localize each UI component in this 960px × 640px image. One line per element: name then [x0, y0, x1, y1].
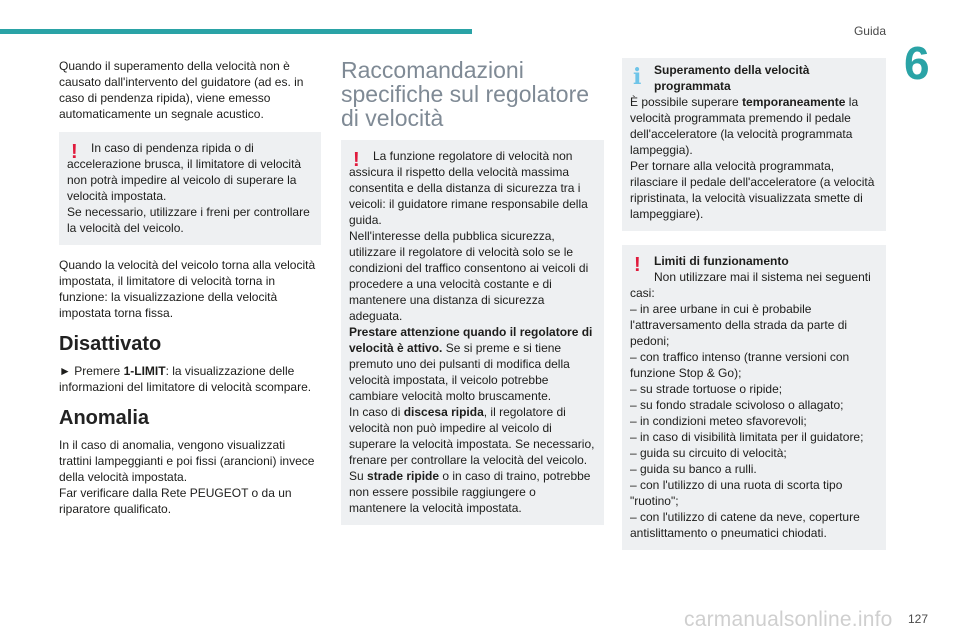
heading-disattivato: Disattivato	[59, 333, 162, 355]
info-title: Superamento della velocità programmata	[654, 63, 810, 93]
header-accent-bar	[0, 29, 472, 34]
column-left	[59, 58, 321, 517]
key-1-limit: 1-LIMIT	[123, 364, 166, 378]
paragraph-overspeed-signal: Quando il superamento della velocità non è causato dall'intervento del guidatore (ad es. in caso di pendenza ripida), viene emesso automaticamente un segnale acustico.	[59, 59, 304, 121]
step-marker: ► Premere	[59, 364, 124, 378]
warning-public-safety: Nell'interesse della pubblica sicurezza, utilizzare il regolatore di velocità solo se le condizioni del traffico consentono ai veicoli di procedere a una velocità costante e di mantenere una distanza di sicurezza adeguata.	[349, 229, 589, 323]
info-box-overspeed	[622, 58, 886, 231]
warning-box-steep-slope	[59, 132, 321, 245]
warning-steep-post: o in caso di traino, potrebbe non essere possibile raggiungere o mantenere la velocità impostata.	[349, 469, 591, 515]
warning-text	[349, 148, 596, 516]
limits-title: Limiti di funzionamento	[654, 254, 789, 268]
warning-icon: !	[353, 149, 360, 171]
limits-intro: Non utilizzare mai il sistema nei seguenti casi:	[630, 270, 871, 300]
limits-list-item: – in condizioni meteo sfavorevoli;	[630, 414, 807, 428]
limits-list-item: – con l'utilizzo di catene da neve, coperture antislittamento o pneumatici chiodati.	[630, 510, 860, 540]
warning-descent-pre: In caso di	[349, 405, 404, 419]
warning-rest: assicura il rispetto della velocità massima consentita e della distanza di sicurezza tra i veicoli: il guidatore rimane responsabile della guida.	[349, 165, 588, 227]
warning-lead: In caso di pendenza ripida o di	[91, 141, 254, 155]
anomalia-service: Far verificare dalla Rete PEUGEOT o da un riparatore qualificato.	[59, 486, 292, 516]
info-p1-pre: È possibile superare	[630, 95, 743, 109]
info-p1-post: la velocità programmata premendo il pedale dell'acceleratore (la velocità programmata lampeggia).	[630, 95, 859, 157]
paragraph-speed-return: Quando la velocità del veicolo torna alla velocità impostata, il limitatore di velocità torna in funzione: la visualizzazione della velocità impostata torna fissa.	[59, 258, 316, 320]
limits-list-item: – in caso di visibilità limitata per il guidatore;	[630, 430, 864, 444]
info-text	[630, 62, 878, 222]
warning-attention: Prestare attenzione quando il regolatore di velocità è attivo.	[349, 325, 593, 355]
warning-lead: La funzione regolatore di velocità non	[373, 149, 573, 163]
section-name: Guida	[853, 24, 886, 38]
limits-list-item: – su fondo stradale scivoloso o allagato;	[630, 398, 844, 412]
column-middle	[341, 58, 604, 537]
info-p2: Per tornare alla velocità programmata, rilasciare il pedale dell'acceleratore (a velocità ripristinata, la velocità visualizzata smette di lampeggiare).	[630, 159, 875, 221]
paragraph-disattivato	[59, 363, 321, 395]
info-p1-bold: temporaneamente	[742, 95, 846, 109]
warning-icon: !	[634, 254, 641, 276]
step-text: : la visualizzazione delle informazioni del limitatore di velocità scompare.	[59, 364, 312, 394]
limits-list-item: – su strade tortuose o ripide;	[630, 382, 783, 396]
paragraph-anomalia	[59, 437, 321, 517]
heading-anomalia: Anomalia	[59, 407, 150, 429]
warning-descent-bold: discesa ripida	[403, 405, 484, 419]
warning-brakes: Se necessario, utilizzare i freni per controllare la velocità del veicolo.	[67, 205, 310, 235]
warning-descent-post: , il regolatore di velocità non può impedire al veicolo di superare la velocità impostata. Se necessario, frenare per controllare la velocità del veicolo.	[349, 405, 595, 467]
warning-steep-bold: strade ripide	[367, 469, 440, 483]
warning-steep-pre: Su	[349, 469, 368, 483]
warning-buttons: Se si preme e si tiene premuto uno dei pulsanti di modifica della velocità impostata, il veicolo potrebbe cambiare velocità molto bruscamente.	[349, 341, 570, 403]
limits-list	[630, 301, 878, 541]
limits-list-item: – guida su banco a rulli.	[630, 462, 757, 476]
limits-list-item: – con traffico intenso (tranne versioni con funzione Stop & Go);	[630, 350, 850, 380]
anomalia-text: In il caso di anomalia, vengono visualizzati trattini lampeggianti e poi fissi (arancioni) invece della velocità impostata.	[59, 438, 315, 484]
limits-list-item: – in aree urbane in cui è probabile l'attraversamento della strada da parte di pedoni;	[630, 302, 848, 348]
limits-text	[630, 253, 878, 541]
warning-box-cruise-control	[341, 140, 604, 525]
page-number: 127	[908, 612, 929, 626]
section-title-cruise-control: Raccomandazioni specifiche sul regolatore di velocità	[341, 57, 590, 131]
column-right	[622, 58, 886, 562]
warning-box-limits	[622, 245, 886, 550]
info-icon: i	[633, 64, 642, 90]
chapter-number: 6	[904, 37, 930, 89]
limits-list-item: – guida su circuito di velocità;	[630, 446, 787, 460]
watermark: carmanualsonline.info	[684, 608, 893, 631]
warning-text	[67, 140, 313, 236]
warning-rest: accelerazione brusca, il limitatore di velocità non potrà impedire al veicolo di superare la velocità impostata.	[67, 157, 302, 203]
limits-list-item: – con l'utilizzo di una ruota di scorta tipo "ruotino";	[630, 478, 843, 508]
warning-icon: !	[71, 141, 78, 163]
